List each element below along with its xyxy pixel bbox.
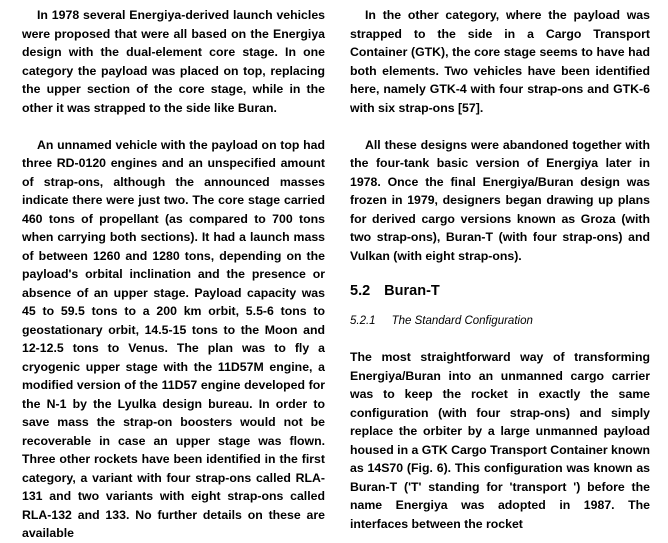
paragraph-other-category: In the other category, where the payload was strapped to the side in a Cargo Transport Container (GTK), the core stage seems to have had both elements. Two vehicles have been identified here, namely GTK-4 with four strap-ons and GTK-6 with six strap-ons [57]. xyxy=(350,8,650,115)
section-title: Buran-T xyxy=(384,283,440,299)
subsection-title: The Standard Configuration xyxy=(391,315,533,327)
section-number: 5.2 xyxy=(350,283,371,299)
section-heading xyxy=(350,281,650,301)
paragraph-buran-t-configuration: The most straightforward way of transforming Energiya/Buran into an unmanned cargo carrier was to keep the rocket in exactly the same configuration (with four strap-ons) and simply replace the orbiter by a large unmanned payload housed in a GTK Cargo Transport Container known as 14S70 (Fig. 6). This configuration was known as Buran-T ('T' standing for 'transport ') before the name Energiya was adopted in 1987. The interfaces between the rocket xyxy=(350,350,650,531)
paragraph-designs-abandoned: All these designs were abandoned together with the four-tank basic version of Energiya later in 1978. Once the final Energiya/Buran design was frozen in 1979, designers began drawing up plans for derived cargo versions known as Groza (with two strap-ons), Buran-T (with four strap-ons) and Vulkan (with eight strap-ons). xyxy=(350,137,650,263)
paragraph-launch-vehicles-1978: In 1978 several Energiya-derived launch vehicles were proposed that were all based on the Energiya design with the dual-element core stage. In one category the payload was placed on top, replacing the upper section of the core stage, while in the other it was strapped to the side like Buran. xyxy=(22,8,325,115)
subsection-heading xyxy=(350,313,650,330)
right-column xyxy=(350,6,650,533)
subsection-number: 5.2.1 xyxy=(350,315,376,327)
paragraph-unnamed-vehicle: An unnamed vehicle with the payload on top had three RD-0120 engines and an unspecified amount of strap-ons, although the announced masses indicate there were just two. The core stage carried 460 tons of propellant (as compared to 700 tons when carrying both sections). It had a launch mass of between 1260 and 1280 tons, depending on the payload's orbital inclination and the presence or absence of an upper stage. Payload capacity was 45 to 59.5 tons to a 200 km orbit, 5.5-6 tons to geostationary orbit, 14.5-15 tons to the Moon and 12-12.5 tons to Venus. The plan was to fly a cryogenic upper stage with the 11D57M engine, a modified version of the 11D57 engine developed for the N-1 by the Lyulka design bureau. In order to save mass the strap-on boosters would not be recoverable in case an upper stage was flown. Three other rockets have been identified in the first category, a variant with four strap-ons called RLA-131 and two variants with eight strap-ons called RLA-132 and 133. No further details on these are available xyxy=(22,137,325,540)
left-column xyxy=(22,6,325,543)
